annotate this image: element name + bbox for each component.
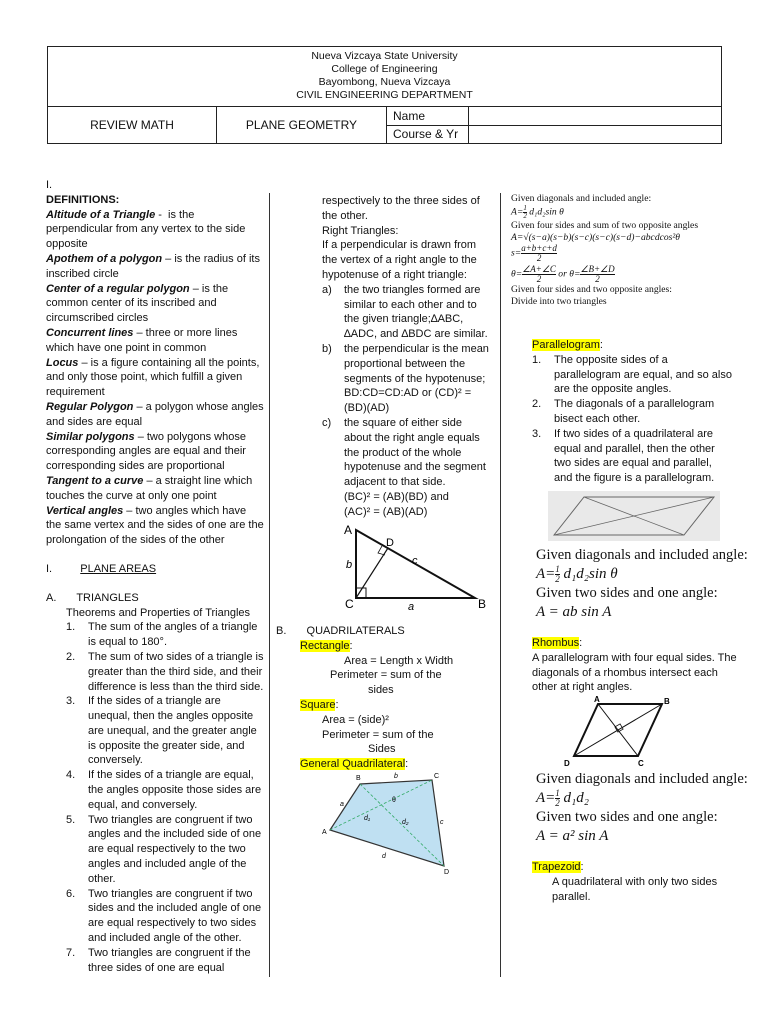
item-number: 3. [66, 695, 76, 708]
quad-letter: B. [276, 625, 287, 637]
square-label: Square [300, 698, 336, 711]
rectangle-area: Area = Length x Width [344, 654, 454, 667]
label-side-b: b [346, 559, 353, 571]
theorem-item [66, 620, 264, 650]
item-text: If the sides of a triangle are equal, the angles opposite those sides are equal, and conversely. [88, 769, 262, 811]
definition-item [46, 252, 264, 282]
item-number: 1. [532, 353, 542, 366]
para-diag-formula-rest: d₁d₂sin θ [563, 566, 618, 582]
gq-side-a: a [340, 801, 344, 808]
parallelogram-property [532, 397, 732, 427]
continuation-text: respectively to the three sides of the other. [322, 195, 480, 222]
header-table [47, 46, 722, 144]
gq-label-b: B [356, 775, 361, 782]
parallelogram-properties [532, 353, 732, 486]
rhombus-label: Rhombus [532, 637, 580, 649]
gq-four2-text: Given four sides and two opposite angles: [511, 284, 672, 295]
definition-term: Similar polygons [46, 430, 135, 443]
item-number: 1. [66, 621, 76, 634]
item-text: The sum of the angles of a triangle is equal to 180°. [88, 621, 258, 649]
subject-cell [48, 107, 217, 144]
definition-text: is a figure containing all the points, and only those point, which fulfill a given requirement [46, 356, 260, 399]
right-triangle-property [322, 342, 492, 416]
gq-diag-d1: d₁ [364, 815, 371, 822]
rhombus-label-c: C [638, 759, 644, 768]
header-institution [48, 47, 721, 107]
label-side-a: a [408, 601, 415, 610]
general-quadrilateral-figure [320, 770, 460, 874]
square-perimeter: Perimeter = sum of the [322, 728, 434, 741]
topic: PLANE GEOMETRY [245, 118, 358, 132]
rhombus-formulas [536, 770, 764, 846]
definition-text: is the perpendicular from any vertex to the side opposite [46, 208, 246, 251]
item-number: 7. [66, 946, 76, 959]
item-text: The diagonals of a parallelogram bisect each other. [554, 398, 715, 425]
subject: REVIEW MATH [90, 118, 174, 132]
definition-term: Locus [46, 356, 79, 369]
gq-s-denominator: 2 [536, 253, 542, 263]
right-triangles-title: Right Triangles: [322, 224, 399, 237]
location: Bayombong, Nueva Vizcaya [318, 76, 451, 88]
gq-side-b: b [394, 773, 398, 780]
item-number: 2. [66, 650, 76, 663]
item-text: If the sides of a triangle are unequal, then the angles opposite are unequal, and the greater angle is opposite the greater side, and conversely. [88, 695, 257, 767]
theorem-item [66, 887, 264, 946]
definition-separator: – [123, 504, 136, 517]
definition-separator: – [189, 282, 202, 295]
quadrilaterals-section: B. QUADRILATERALS Rectangle: Area = Length x Width Perimeter = sum of the sides Square: Area = (side)² Perimeter = sum of the Sides General Quadrilateral: [276, 624, 490, 772]
definition-item [46, 474, 264, 504]
definition-text: three or more lines which have one point in common [46, 326, 238, 354]
definition-term: Center of a regular polygon [46, 282, 190, 295]
label-d-vertex: D [386, 537, 394, 549]
item-text: The opposite sides of a parallelogram are equal, and so also are the opposite angles. [554, 353, 732, 396]
item-number: 5. [66, 813, 76, 826]
trapezoid-section: Trapezoid: A quadrilateral with only two sides parallel. [532, 860, 742, 904]
theorem-item [66, 694, 264, 768]
gq-s-numerator: a+b+c+d [521, 243, 557, 253]
gq-theta-num-2: ∠B+∠D [580, 264, 615, 274]
college-name: College of Engineering [331, 63, 438, 75]
gq-divide-text: Divide into two triangles [511, 296, 607, 307]
label-b-vertex: B [478, 597, 487, 610]
item-text: If two sides of a quadrilateral are equal and parallel, then the other two sides are equal and parallel, and the figure is a parallelogram. [554, 427, 715, 485]
para-diag-text: Given diagonals and included angle: [536, 547, 748, 563]
theorem-item [66, 813, 264, 887]
parallelogram-figure [548, 491, 720, 541]
definition-item [46, 282, 264, 326]
quadrilateral-shape [330, 780, 444, 866]
item-number: 4. [66, 769, 76, 782]
rh-diag-formula-rest: d₁d₂ [563, 790, 589, 806]
theorem-item [66, 650, 264, 694]
general-quad-label: General Quadrilateral [300, 758, 406, 771]
parallelogram-property [532, 353, 732, 397]
definition-item [46, 208, 264, 252]
rectangle-perimeter-cont: sides [368, 684, 394, 697]
definition-term: Tangent to a curve [46, 474, 144, 487]
definition-term: Vertical angles [46, 504, 124, 517]
gq-label-d: D [444, 869, 450, 874]
definition-term: Concurrent lines [46, 326, 134, 339]
item-text: Two triangles are congruent if two sides and the included angle of one are equal respectively to two sides and included angle of the other. [88, 887, 262, 945]
theorems-title: Theorems and Properties of Triangles [66, 606, 251, 619]
label-side-c: c [412, 555, 418, 567]
gq-theta-den-2: 2 [595, 274, 600, 284]
parallelogram-formulas [536, 546, 764, 622]
rhombus-label-d: D [564, 759, 570, 768]
para-two-formula: A = ab sin A [536, 604, 612, 621]
gq-four-text: Given four sides and sum of two opposite angles [511, 220, 699, 231]
para-diag-formula: A= $\frac{1}{2}$ d₁d₂sin θ [536, 564, 618, 585]
definition-separator: – [143, 474, 156, 487]
university-name: Nueva Vizcaya State University [311, 50, 458, 62]
rh-two-text: Given two sides and one angle: [536, 809, 718, 826]
rh-two-formula: A = a² sin A [536, 828, 609, 845]
label-c-vertex: C [345, 597, 354, 610]
rh-diag-text: Given diagonals and included angle: [536, 771, 748, 787]
sub-title: TRIANGLES [76, 591, 139, 604]
item-text: The sum of two sides of a triangle is greater than the third side, and their difference is less than the third side. [88, 650, 264, 693]
general-quad-formulas [511, 193, 761, 308]
equation-bc: (BC)² = (AB)(BD) and [344, 490, 449, 503]
definition-separator: – [78, 356, 91, 369]
definition-item [46, 400, 264, 430]
rhombus-diagonal-2 [574, 704, 662, 756]
definition-text: is the radius of its inscribed circle [46, 252, 260, 280]
name-label: Name [393, 109, 426, 123]
sub-letter: A. [46, 591, 57, 604]
definition-separator: – [133, 326, 146, 339]
column-1 [46, 178, 264, 975]
gq-diag-formula-rest: d₁d₂sin θ [529, 206, 564, 218]
rh-diag-formula: A= $\frac{1}{2}$ d₁d₂ [536, 788, 589, 809]
item-text: the square of either side about the right angle equals the product of the whole hypotenuse and the segment adjacent to that side. [344, 416, 486, 489]
definition-text: a polygon whose angles and sides are equal [46, 400, 264, 428]
item-text: the perpendicular is the mean proportional between the segments of the hypotenuse; BD:CD=CD:AD or (CD)² = (BD)(AD) [344, 342, 489, 415]
gq-angle-theta: θ [392, 797, 396, 804]
square-area: Area = (side)² [322, 713, 389, 726]
gq-side-d: d [382, 853, 386, 860]
parallelogram-section: Parallelogram: 1. The opposite sides of a parallelogram are equal, and so also are the opposite angles. 2. The diagonals of a parallelogram bisect each other. 3. If two sides of a quadrilateral are equal and parallel, then the other two sides are equal and parallel, and the figure is a parallelogram. [532, 339, 732, 485]
rectangle-label: Rectangle [300, 639, 350, 652]
item-number: 2. [532, 398, 542, 411]
course-field[interactable] [469, 126, 722, 144]
parallelogram-property [532, 427, 732, 486]
triangles-heading [46, 591, 264, 606]
department: CIVIL ENGINEERING DEPARTMENT [296, 89, 473, 101]
trapezoid-label: Trapezoid [532, 861, 581, 873]
roman-numeral: I. [46, 179, 53, 191]
definition-item [46, 326, 264, 356]
column-divider [500, 193, 501, 977]
item-number: c) [322, 416, 332, 429]
gq-four-formula: A=√(s−a)(s−b)(s−c)(s−c)(s−d)−abcdcos²θ [511, 232, 680, 243]
right-triangle-property [322, 416, 492, 490]
rhombus-label-b: B [664, 697, 670, 706]
altitude-cd [356, 548, 388, 598]
rhombus-description: A parallelogram with four equal sides. The diagonals of a rhombus intersect each other at right angles. [532, 651, 737, 694]
gq-diag-formula: A= $\frac{1}{2}$ d₁d₂sin θ [511, 204, 564, 220]
topic-cell [217, 107, 387, 144]
gq-side-c: c [440, 819, 444, 826]
square-perimeter-cont: Sides [368, 743, 396, 756]
parallelogram-label: Parallelogram [532, 339, 600, 351]
name-field[interactable] [469, 107, 722, 125]
definition-term: Apothem of a polygon [46, 252, 163, 265]
gq-theta-formula: θ= $\frac{\angle A+\angle C}{2}$ or θ= $\frac{\angle B+\angle D}{2}$ [511, 264, 615, 284]
definition-item [46, 356, 264, 400]
gq-diag-d2: d₂ [402, 819, 409, 826]
definition-text: is the common center of its inscribed and circumscribed circles [46, 282, 229, 325]
column-divider [269, 193, 270, 977]
item-number: a) [322, 283, 332, 296]
item-number: 3. [532, 427, 542, 440]
definition-separator: – [162, 252, 175, 265]
definition-text: a straight line which touches the curve at only one point [46, 474, 253, 502]
definition-text: two angles which have the same vertex and the sides of one are the prolongation of the sides of the other [46, 504, 264, 547]
rhombus-section: Rhombus: A parallelogram with four equal sides. The diagonals of a rhombus intersect each other at right angles. [532, 636, 742, 695]
definition-term: Regular Polygon [46, 400, 134, 413]
section-roman: I. [46, 562, 53, 575]
definition-text: two polygons whose corresponding angles are equal and their corresponding sides are proportional [46, 430, 246, 473]
theorem-item [66, 768, 264, 812]
theorem-item [66, 946, 264, 976]
gq-theta-den-1: 2 [536, 274, 542, 284]
equation-ac: (AC)² = (AB)(AD) [344, 505, 428, 518]
theorems-list [46, 620, 264, 975]
label-a-vertex: A [344, 524, 353, 537]
gq-s-formula: s= $\frac{a+b+c+d}{2}$ [511, 243, 557, 263]
section-title: PLANE AREAS [80, 562, 157, 575]
item-number: 6. [66, 887, 76, 900]
definition-separator: – [134, 430, 147, 443]
right-triangle-property [322, 283, 492, 342]
gq-label-c: C [434, 773, 440, 780]
course-label: Course & Yr [393, 127, 459, 141]
definitions-title: DEFINITIONS: [46, 193, 120, 206]
gq-diag-text: Given diagonals and included angle: [511, 193, 652, 204]
para-two-text: Given two sides and one angle: [536, 585, 718, 602]
plane-areas-heading [46, 562, 264, 577]
quad-title: QUADRILATERALS [306, 625, 405, 637]
rectangle-perimeter: Perimeter = sum of the [330, 669, 442, 682]
item-text: Two triangles are congruent if the three sides of one are equal [88, 946, 251, 974]
gq-label-a: A [322, 829, 327, 836]
rhombus-label-a: A [594, 695, 600, 704]
rhombus-figure [562, 694, 690, 770]
trapezoid-description: A quadrilateral with only two sides parallel. [552, 875, 718, 903]
quadrilaterals-heading [276, 624, 490, 639]
right-triangle-properties [296, 283, 492, 490]
definitions-list [46, 208, 264, 548]
item-text: Two triangles are congruent if two angles and the included side of one are equal respectively to the two angles and included angle of the other. [88, 813, 262, 885]
right-triangles-intro: If a perpendicular is drawn from the vertex of a right angle to the hypotenuse of a right triangle: [322, 239, 477, 281]
item-text: the two triangles formed are similar to each other and to the given triangle;∆ABC, ∆ADC, and ∆BDC are similar. [344, 283, 488, 341]
column-2 [296, 194, 492, 520]
definition-separator: – [133, 400, 146, 413]
item-number: b) [322, 342, 332, 355]
definition-item [46, 430, 264, 474]
gq-theta-num-1: ∠A+∠C [522, 264, 556, 274]
definition-term: Altitude of a Triangle [46, 208, 156, 221]
right-triangle-figure [340, 524, 490, 610]
definition-item [46, 504, 264, 548]
definition-separator: - [155, 208, 169, 221]
